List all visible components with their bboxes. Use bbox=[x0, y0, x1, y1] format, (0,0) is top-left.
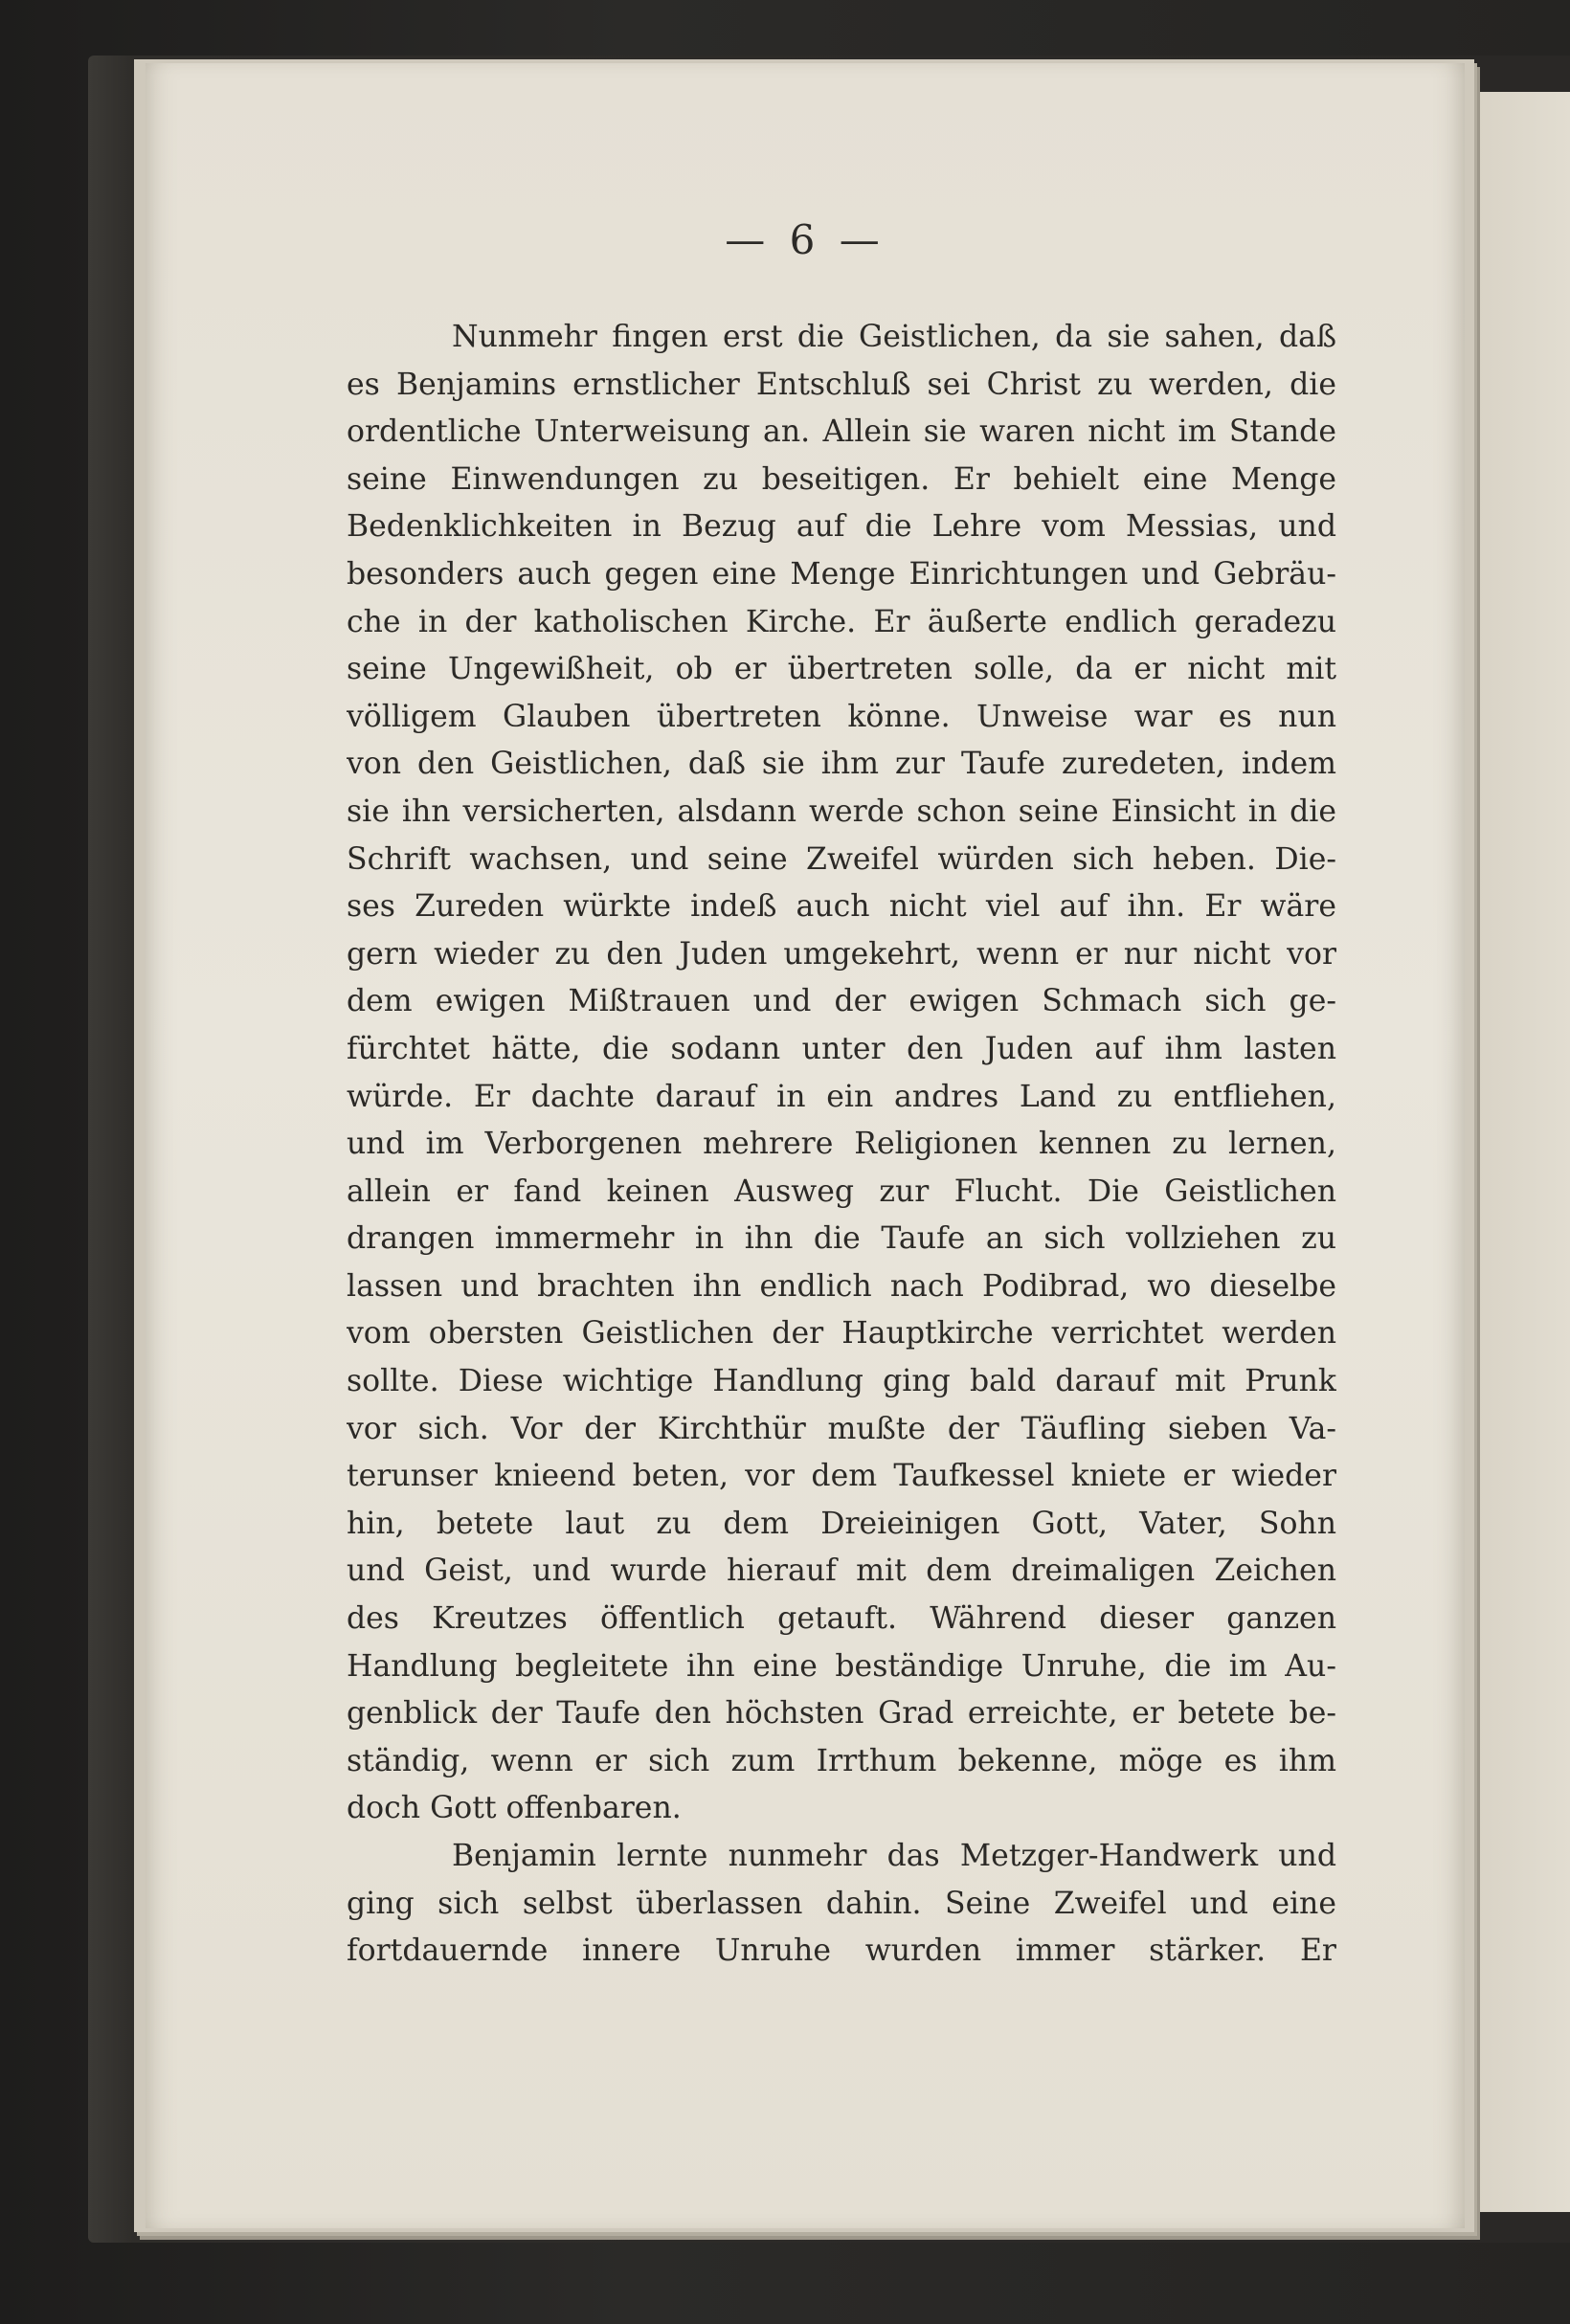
text-line: ordentliche Unterweisung an. Allein sie waren nicht im Stande bbox=[347, 414, 1336, 450]
text-line: genblick der Taufe den höchsten Grad erreichte, er betete be- bbox=[347, 1696, 1336, 1732]
text-line: Schrift wachsen, und seine Zweifel würden sich heben. Die- bbox=[347, 841, 1336, 877]
text-line: hin, betete laut zu dem Dreieinigen Gott, Vater, Sohn bbox=[347, 1506, 1336, 1541]
text-line: seine Ungewißheit, ob er übertreten solle, da er nicht mit bbox=[347, 652, 1336, 687]
facing-page-edge bbox=[1465, 92, 1570, 2212]
page-number: — 6 — bbox=[725, 216, 886, 263]
text-line: völligem Glauben übertreten könne. Unweise war es nun bbox=[347, 699, 1336, 734]
text-line: fürchtet hätte, die sodann unter den Juden auf ihm lasten bbox=[347, 1031, 1336, 1066]
text-line: ständig, wenn er sich zum Irrthum bekenne, möge es ihm bbox=[347, 1743, 1336, 1778]
text-line: sie ihn versicherten, alsdann werde schon seine Einsicht in die bbox=[347, 793, 1336, 829]
text-line: Handlung begleitete ihn eine beständige Unruhe, die im Au- bbox=[347, 1648, 1336, 1684]
text-line: ging sich selbst überlassen dahin. Seine Zweifel und eine bbox=[347, 1886, 1336, 1921]
text-line: terunser knieend beten, vor dem Taufkessel kniete er wieder bbox=[347, 1459, 1336, 1494]
text-line: sollte. Diese wichtige Handlung ging bald darauf mit Prunk bbox=[347, 1364, 1336, 1399]
text-line: vom obersten Geistlichen der Hauptkirche verrichtet werden bbox=[347, 1316, 1336, 1352]
paragraph-1 bbox=[347, 314, 1336, 1833]
text-line: doch Gott offenbaren. bbox=[347, 1791, 682, 1826]
text-line: würde. Er dachte darauf in ein andres Land zu entfliehen, bbox=[347, 1079, 1336, 1114]
text-line: des Kreutzes öffentlich getauft. Während dieser ganzen bbox=[347, 1601, 1336, 1637]
text-line: lassen und brachten ihn endlich nach Podibrad, wo dieselbe bbox=[347, 1268, 1336, 1304]
body-text bbox=[347, 314, 1336, 1976]
text-line: fortdauernde innere Unruhe wurden immer stärker. Er bbox=[347, 1933, 1336, 1969]
text-line: Nunmehr fingen erst die Geistlichen, da sie sahen, daß bbox=[452, 320, 1336, 354]
text-line: Benjamin lernte nunmehr das Metzger-Handwerk und bbox=[452, 1839, 1336, 1873]
text-line: und im Verborgenen mehrere Religionen kennen zu lernen, bbox=[347, 1127, 1336, 1162]
text-line: und Geist, und wurde hierauf mit dem dreimaligen Zeichen bbox=[347, 1553, 1336, 1589]
text-line: dem ewigen Mißtrauen und der ewigen Schmach sich ge- bbox=[347, 984, 1336, 1019]
text-line: besonders auch gegen eine Menge Einrichtungen und Gebräu- bbox=[347, 556, 1336, 592]
text-line: Bedenklichkeiten in Bezug auf die Lehre vom Messias, und bbox=[347, 509, 1336, 545]
text-line: von den Geistlichen, daß sie ihm zur Taufe zuredeten, indem bbox=[347, 747, 1336, 782]
text-line: allein er fand keinen Ausweg zur Flucht. Die Geistlichen bbox=[347, 1173, 1336, 1209]
text-line: gern wieder zu den Juden umgekehrt, wenn er nur nicht vor bbox=[347, 936, 1336, 972]
text-line: che in der katholischen Kirche. Er äußerte endlich geradezu bbox=[347, 604, 1336, 639]
text-line: seine Einwendungen zu beseitigen. Er behielt eine Menge bbox=[347, 461, 1336, 497]
text-line: es Benjamins ernstlicher Entschluß sei Christ zu werden, die bbox=[347, 367, 1336, 402]
text-line: drangen immermehr in ihn die Taufe an sich vollziehen zu bbox=[347, 1221, 1336, 1257]
text-line: vor sich. Vor der Kirchthür mußte der Täufling sieben Va- bbox=[347, 1411, 1336, 1446]
text-line: ses Zureden würkte indeß auch nicht viel auf ihn. Er wäre bbox=[347, 889, 1336, 925]
paragraph-2 bbox=[347, 1833, 1336, 1976]
